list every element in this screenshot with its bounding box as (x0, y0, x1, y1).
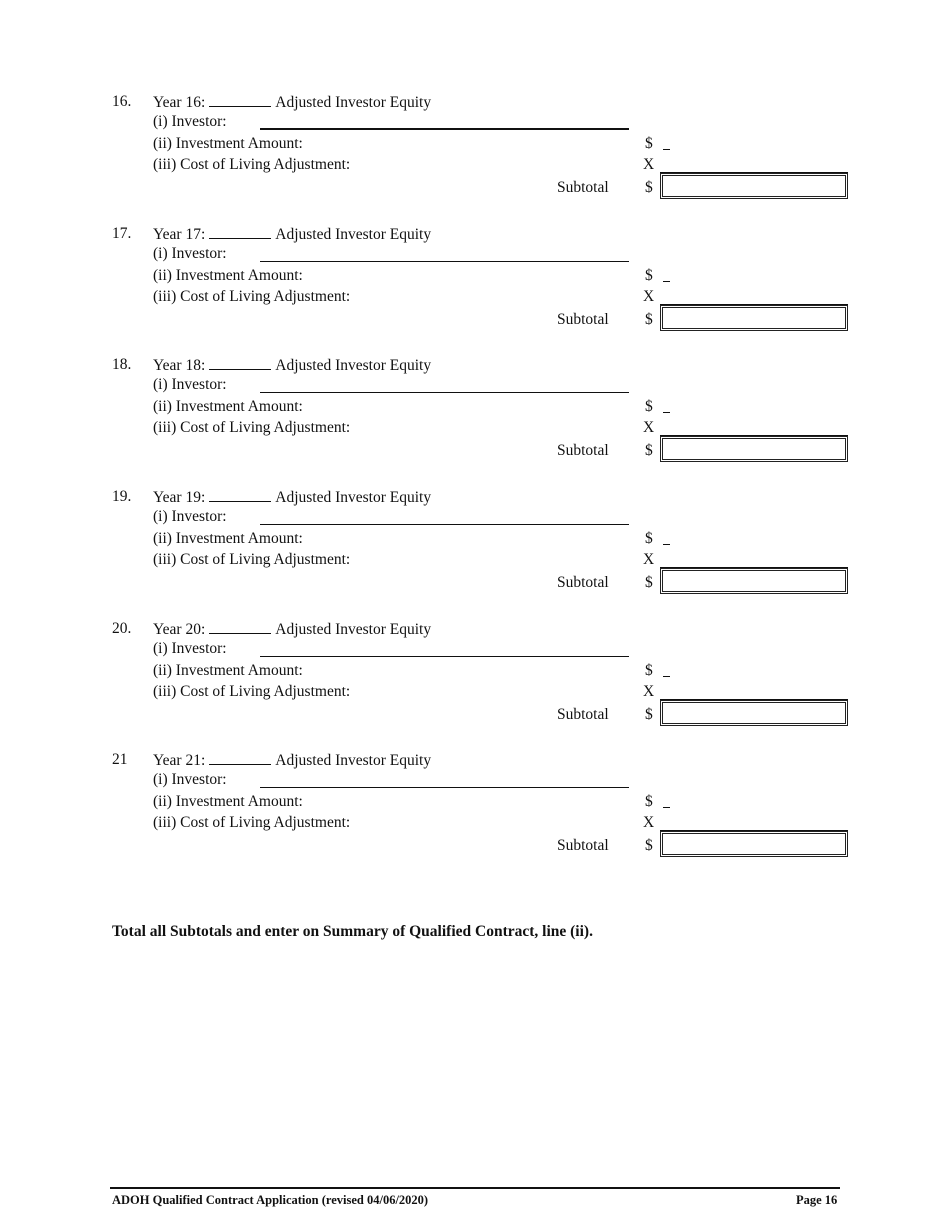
equity-entry-19 (0, 488, 950, 598)
dollar-sign: $ (645, 793, 653, 810)
subtotal-input[interactable] (660, 700, 848, 726)
title-suffix: Adjusted Investor Equity (275, 357, 432, 374)
investment-amount-label: (ii) Investment Amount: (153, 530, 303, 547)
cost-of-living-label: (iii) Cost of Living Adjustment: (153, 156, 351, 173)
entry-title (153, 751, 431, 770)
title-suffix: Adjusted Investor Equity (275, 94, 432, 111)
multiply-sign: X (643, 156, 655, 173)
cost-of-living-label: (iii) Cost of Living Adjustment: (153, 683, 351, 700)
subtotal-dollar-sign: $ (645, 442, 653, 459)
year-blank-field[interactable] (209, 620, 271, 634)
investment-amount-label: (ii) Investment Amount: (153, 793, 303, 810)
multiply-sign: X (643, 288, 655, 305)
entry-title (153, 620, 431, 639)
dollar-sign: $ (645, 530, 653, 547)
investor-label: (i) Investor: (153, 508, 227, 525)
year-label: Year 20: (153, 621, 206, 638)
year-label: Year 17: (153, 226, 206, 243)
cost-of-living-label: (iii) Cost of Living Adjustment: (153, 551, 351, 568)
year-label: Year 19: (153, 489, 206, 506)
investment-amount-field[interactable] (663, 676, 670, 677)
entry-title (153, 225, 431, 244)
subtotal-dollar-sign: $ (645, 179, 653, 196)
investor-label: (i) Investor: (153, 376, 227, 393)
investment-amount-field[interactable] (663, 149, 670, 150)
footer-document-title: ADOH Qualified Contract Application (revised 04/06/2020) (112, 1193, 429, 1207)
equity-entry-21 (0, 751, 950, 861)
dollar-sign: $ (645, 135, 653, 152)
investor-label: (i) Investor: (153, 771, 227, 788)
year-blank-field[interactable] (209, 751, 271, 765)
year-blank-field[interactable] (209, 225, 271, 239)
entry-number: 20. (112, 620, 132, 637)
investment-amount-field[interactable] (663, 412, 670, 413)
subtotal-label: Subtotal (557, 311, 609, 328)
investor-field[interactable] (260, 392, 629, 393)
entry-number: 18. (112, 356, 132, 373)
subtotal-input[interactable] (660, 831, 848, 857)
multiply-sign: X (643, 551, 655, 568)
investment-amount-label: (ii) Investment Amount: (153, 267, 303, 284)
footer-page-number: Page 16 (796, 1193, 838, 1207)
investment-amount-field[interactable] (663, 544, 670, 545)
entry-number: 16. (112, 93, 132, 110)
subtotal-input[interactable] (660, 173, 848, 199)
equity-entry-20 (0, 620, 950, 730)
entry-number: 19. (112, 488, 132, 505)
title-suffix: Adjusted Investor Equity (275, 621, 432, 638)
title-suffix: Adjusted Investor Equity (275, 489, 432, 506)
investor-field[interactable] (260, 261, 629, 262)
investor-label: (i) Investor: (153, 113, 227, 130)
title-suffix: Adjusted Investor Equity (275, 752, 432, 769)
investor-field[interactable] (260, 656, 629, 657)
subtotal-dollar-sign: $ (645, 574, 653, 591)
investment-amount-label: (ii) Investment Amount: (153, 135, 303, 152)
subtotal-input[interactable] (660, 568, 848, 594)
investment-amount-label: (ii) Investment Amount: (153, 398, 303, 415)
investment-amount-field[interactable] (663, 807, 670, 808)
subtotal-label: Subtotal (557, 442, 609, 459)
investor-label: (i) Investor: (153, 640, 227, 657)
year-blank-field[interactable] (209, 488, 271, 502)
year-blank-field[interactable] (209, 356, 271, 370)
multiply-sign: X (643, 683, 655, 700)
dollar-sign: $ (645, 267, 653, 284)
equity-entry-16 (0, 93, 950, 203)
year-label: Year 21: (153, 752, 206, 769)
investor-field[interactable] (260, 128, 629, 130)
subtotal-dollar-sign: $ (645, 837, 653, 854)
subtotal-dollar-sign: $ (645, 706, 653, 723)
dollar-sign: $ (645, 398, 653, 415)
cost-of-living-label: (iii) Cost of Living Adjustment: (153, 814, 351, 831)
equity-entry-17 (0, 225, 950, 335)
investment-amount-field[interactable] (663, 281, 670, 282)
cost-of-living-label: (iii) Cost of Living Adjustment: (153, 288, 351, 305)
investor-field[interactable] (260, 787, 629, 788)
year-label: Year 16: (153, 94, 206, 111)
subtotal-label: Subtotal (557, 574, 609, 591)
year-blank-field[interactable] (209, 93, 271, 107)
investor-label: (i) Investor: (153, 245, 227, 262)
entry-number: 21 (112, 751, 128, 768)
entry-title (153, 93, 431, 112)
subtotal-label: Subtotal (557, 706, 609, 723)
entry-title (153, 488, 431, 507)
subtotal-input[interactable] (660, 436, 848, 462)
equity-entry-18 (0, 356, 950, 466)
entry-title (153, 356, 431, 375)
multiply-sign: X (643, 419, 655, 436)
total-instruction: Total all Subtotals and enter on Summary of Qualified Contract, line (ii). (112, 923, 593, 940)
footer-divider (110, 1187, 840, 1189)
entry-number: 17. (112, 225, 132, 242)
subtotal-dollar-sign: $ (645, 311, 653, 328)
multiply-sign: X (643, 814, 655, 831)
investor-field[interactable] (260, 524, 629, 525)
dollar-sign: $ (645, 662, 653, 679)
subtotal-label: Subtotal (557, 837, 609, 854)
year-label: Year 18: (153, 357, 206, 374)
title-suffix: Adjusted Investor Equity (275, 226, 432, 243)
investment-amount-label: (ii) Investment Amount: (153, 662, 303, 679)
cost-of-living-label: (iii) Cost of Living Adjustment: (153, 419, 351, 436)
subtotal-input[interactable] (660, 305, 848, 331)
subtotal-label: Subtotal (557, 179, 609, 196)
